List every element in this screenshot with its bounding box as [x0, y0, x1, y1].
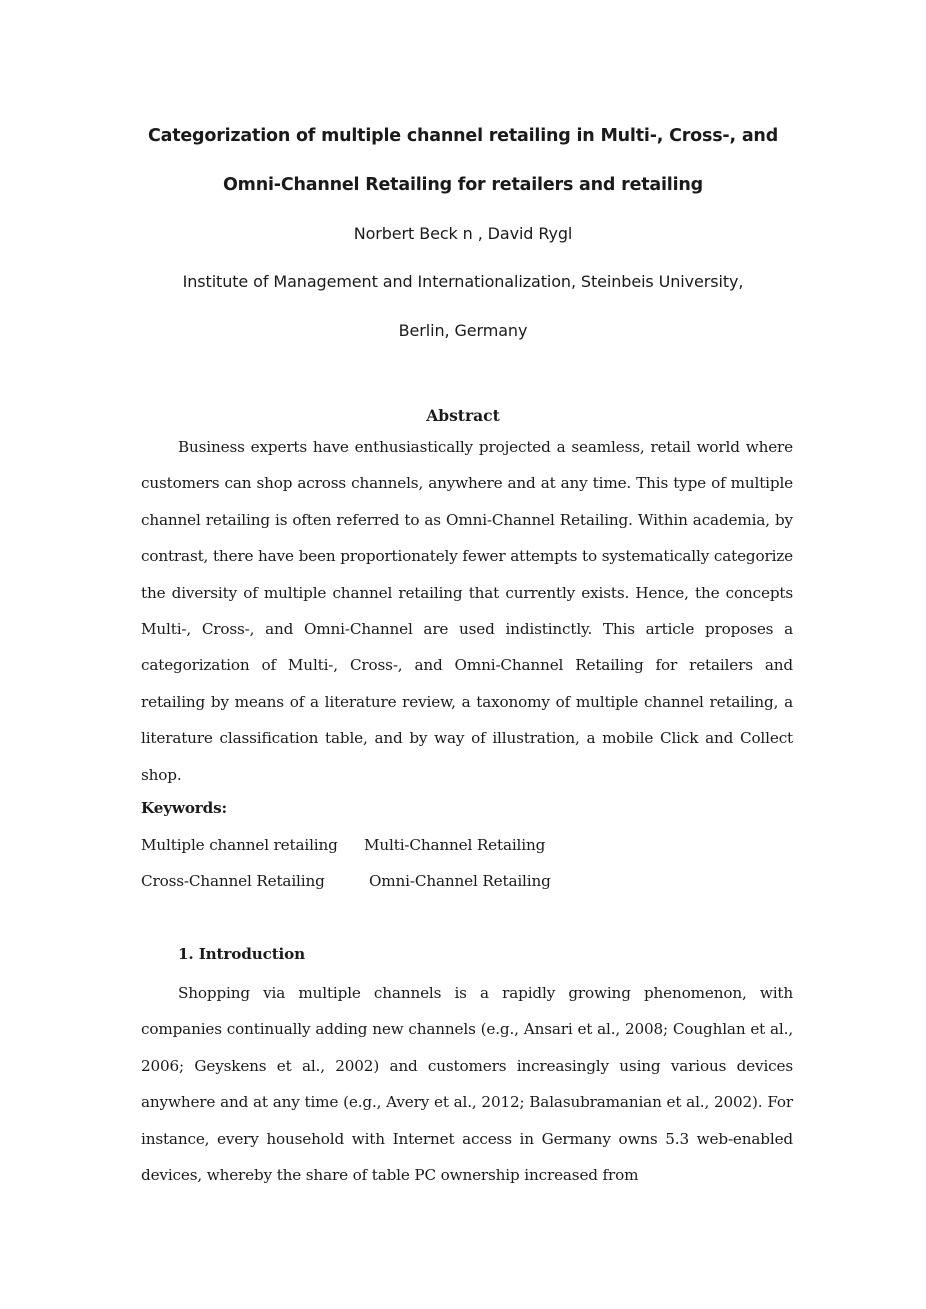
affiliation-line-2: Berlin, Germany: [398, 321, 528, 340]
keyword-item: Multiple channel retailing: [141, 836, 338, 854]
introduction-body: [141, 975, 793, 1193]
keywords-heading: Keywords:: [141, 799, 227, 817]
section-heading-introduction: 1. Introduction: [178, 945, 306, 963]
paper-title-line-1: Categorization of multiple channel retailing in Multi-, Cross-, and: [147, 126, 779, 146]
paper-title-line-2: Omni-Channel Retailing for retailers and retailing: [223, 175, 703, 195]
abstract-body: [141, 429, 793, 793]
keyword-item: Omni-Channel Retailing: [369, 872, 551, 890]
keyword-item: Cross-Channel Retailing: [141, 872, 325, 890]
keyword-item: Multi-Channel Retailing: [364, 836, 546, 854]
abstract-heading: Abstract: [426, 406, 500, 425]
paper-authors: Norbert Beck n , David Rygl: [353, 224, 573, 243]
introduction-text: Shopping via multiple channels is a rapidly growing phenomenon, with companies continually adding new channels (e.g., Ansari et al., 2008; Coughlan et al., 2006; Geyskens et al., 2002) and customers increasingly using various devices anywhere and at any time (e.g., Avery et al., 2012; Balasubramanian et al., 2002). For instance, every household with Internet access in Germany owns 5.3 web-enabled devices, whereby the share of table PC ownership increased from: [141, 984, 793, 1185]
affiliation-line-1: Institute of Management and Internationalization, Steinbeis University,: [182, 272, 744, 291]
abstract-text: Business experts have enthusiastically projected a seamless, retail world where customers can shop across channels, anywhere and at any time. This type of multiple channel retailing is often referred to as Omni-Channel Retailing. Within academia, by contrast, there have been proportionately fewer attempts to systematically categorize the diversity of multiple channel retailing that currently exists. Hence, the concepts Multi-, Cross-, and Omni-Channel are used indistinctly. This article proposes a categorization of Multi-, Cross-, and Omni-Channel Retailing for retailers and retailing by means of a literature review, a taxonomy of multiple channel retailing, a literature classification table, and by way of illustration, a mobile Click and Collect shop.: [141, 438, 793, 784]
